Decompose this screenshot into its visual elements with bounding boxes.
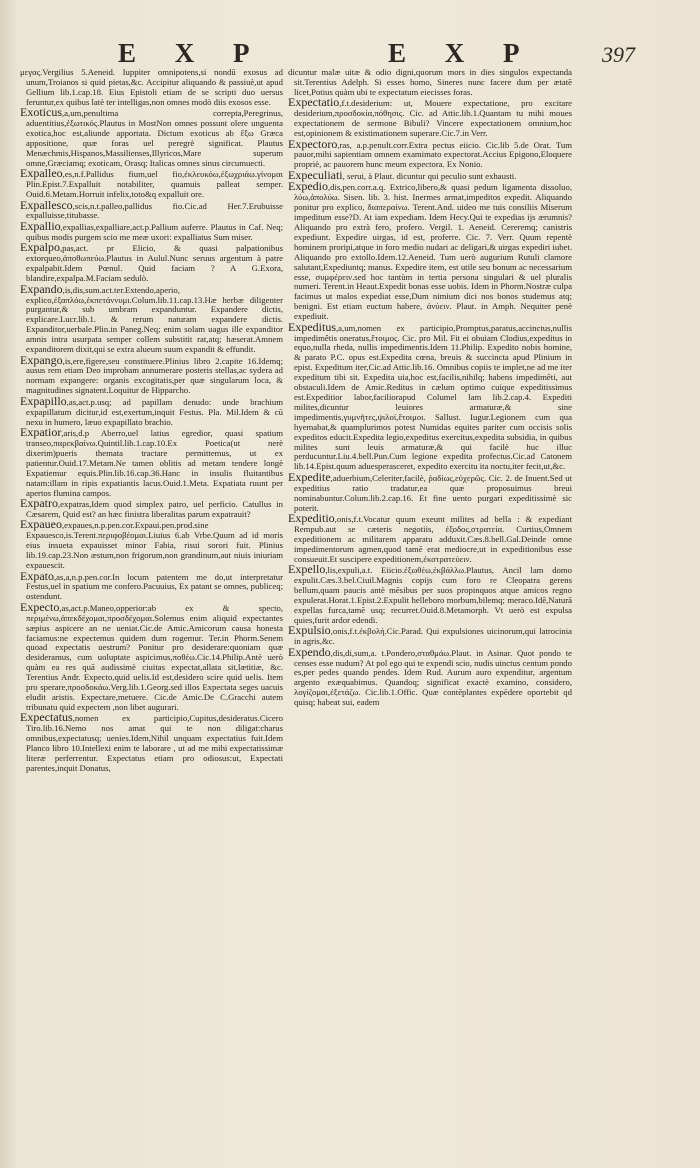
entry-headword: Expaueo (20, 517, 62, 532)
dictionary-entry (20, 281, 283, 355)
entry-text: ,is,ere,figere,seu constituere.Plinius libro 2.capite 16.Idemq; ausus rem etiam Deo improbam annumerare posteris stellas,ac sydera ad normam expangere: organis excogitatis,per quæ singularum loca, & magnitudines signatent.Loquitur de Hipparcho. (26, 355, 283, 396)
dictionary-entry (288, 469, 572, 514)
entry-text: ,aris,d.p Aberro,uel latius egredior, quasi spatium transeo,παρεκβαίνω.Quintil.lib.1.cap.10.Ex Poetica(ut nerè dixerim)pueris themata tractare permittemus, ut ex patientur.Ouid.17.Metam.Ne tamen oblitis ad metam tendere longè Expatiemur equis.Plin.lib.16.cap.36.Hanc in insulis fluitantibus natam:illam in ripis expatiantis lacus.Ouid.1.Meta. Expatiata ruunt per apertos flumina campos. (26, 428, 283, 498)
entry-text: dicuntur malæ uitæ & odio digni,quorum mors in dies singulos expectanda sit.Terentius Adelph. Si esses homo, Sineres nunc facere dum per ætatē licet,Potius quàm ubi te expectatum eiecisses foras. (288, 68, 572, 97)
running-head-right: E X P (388, 38, 536, 68)
left-column (20, 68, 283, 1118)
entry-text: ,expatras,Idem quod simplex patro, uel perficio. Catullus in Cæsarem, Quid est? an hæc finistra liberalitas parum expatrauit? (26, 499, 283, 519)
dictionary-entry (288, 562, 572, 625)
entry-headword: Expatro (20, 496, 58, 510)
dictionary-entry (288, 179, 572, 322)
entry-text: ,as,act.p.usq; ad papillam denudo: unde brachium expapillatum dicitur,id est,exertum,inquit Festus. Pla. Mil.Idem & cū nexu in humero, læuo expapillato brachio. (26, 396, 283, 427)
entry-text: ,onis,f.t.Vocatur quum exeunt milites ad bella : & expediant Rempub.aut se cæteris negotiis, ἐξοδος,στρατεία. Curtius,Omnem expeditionem ac militarem apparatu adduxit.Cæs.8.bell.Gal.Deinde omne impedimentorum agmen,quod tamē erat mediocre,ut in expeditionibus esse consueuit.Et suscipere expeditionem,ἐκστρατεύειν. (294, 514, 572, 564)
entry-headword: Expallio (20, 218, 61, 233)
right-column (288, 68, 572, 1118)
entry-text: ,nomen ex participio,Cupitus,desideratus.Cicero Tiro.lib.16.Nemo nos amat qui te non diligat:charus omnibus,expectatusq; uenies.Idem,Nihil unquam expectatius fuit.Idem Planco libro 10.Intellexi enim te laborare , ut ad me mihi expectatissimæ literæ perferrentur. Expectatus etiam pro odiosus:ut, Expectati parentes,inquit Donatus, (26, 713, 283, 773)
entry-text: ,f.t.desiderium: ut, Mouere expectatione, pro excitare desiderium,προσδοκία,πόθησις. Cic. ad Attic.lib.1.Quantam tu mihi moues expectationem de sermone Bibuli? Vincere expectationem omnium,hoc est,opinionem & existimationem superare.Cic.7.in Verr. (294, 98, 572, 139)
dictionary-entry (288, 319, 572, 473)
entry-headword: Expalpo (20, 240, 60, 255)
entry-headword: Expando (20, 281, 63, 296)
entry-headword: Expatior (20, 425, 62, 440)
dictionary-entry (20, 710, 283, 773)
entry-headword: Expectoro (288, 136, 338, 151)
dictionary-entry (288, 167, 572, 182)
entry-text: μεγας.Vergilius 5.Aeneid. Iuppiter omnipotens,si nondū exosus ad unum,Troianos si quid pietas,&c. Accipitur aliquando & passiuè,ut apud Gellium lib.1.cap.18. Eius Epistoli etiam de se scripti duo uersus feruntur,ex quibus latè ter intelligas,non omnes modò diis exosos esse. (20, 68, 283, 107)
entry-text: ,as,a,n.p.pen.cor.In locum patentem me do,ut interpretatur Festus,uel in spatium me confero.Pacuuius, Ex patant se omnes, publiceq; ostendunt. (26, 571, 283, 602)
entry-headword: Expeditus (288, 319, 336, 334)
running-head (0, 38, 700, 72)
dictionary-entry (288, 511, 572, 565)
dictionary-entry (20, 105, 283, 168)
entry-text: ,is,dis,sum.act.ter.Extendo,aperio, explico,ἐξαπλόω,ἐκπετάννυμι.Colum.lib.11.cap.13.Hæ herbæ diligenter purgantur,& sub umbram expanduntur. Expandere dictis, explicare.Lucr.lib.1. & rerum naturam expandere dictis. Expanditor,uerbale.Plin.in Paneg.Neq; enim solam uagus ille expanditor amnis intra usurpata semper collem substitit rat,atq; hæserat.Amnem expanditorem dixit,qui se extra alueum suum expandit & effundit. (26, 284, 283, 355)
entry-text: ,onis,f.t.ἐκβολή.Cic.Parad. Qui expulsiones uicinorum,qui latrocinia in agris,&c. (294, 626, 572, 647)
entry-text: ,aduerbium,Celeriter,facilè, ῥαδίως,εὐχερῶς. Cic. 2. de Inuent.Sed ut expeditius ratio tradatur,ea quæ proposuimus breui nominabuntur.Colum.lib.2.cap.16. Et fine uento purgari expeditissimè sic poterit. (294, 472, 572, 513)
dictionary-entry (288, 95, 572, 139)
entry-headword: Expalleo (20, 166, 63, 181)
entry-headword: Exoticus (20, 105, 62, 120)
entry-text: ,a,um,penultima correpta,Peregrinus, aduentitius,ἐξωτικός.Plautus in MostNon omnes possunt olere unguenta exotica,hoc est,aliunde apportata. Dictum exoticus ab ἔξω Græca appositione, quæ foras uel peregrè significat. Plautus Menæchmis,Hispanos,Massilienses,Illyricos,Mare superum omne,Græciamq; exoticam, Orasq; Italicas omnes sinus circumuecti. (26, 108, 283, 168)
entry-text: ,expallias,expalliare,act.p.Pallium auferre. Plautus in Caf. Neq; quibus modis purgem scio me meæ uxori: expalliatus Sum miser. (26, 221, 283, 242)
entry-headword: Expallesco (20, 197, 73, 212)
entry-headword: Expecto (20, 599, 60, 614)
entry-text: ,dis,pen.corr.a.q. Extrico,libero,& quasi pedum ligamenta dissoluo, λύω,ἀπολύω. Sisen. lib. 3. hist. Inermes armat,impeditos expedit. Aliquando ponitur pro explico, διαπεραίνω. Terent.And. uideo me tuis consiliis Miserum impeditum esse?D. At iam expediam. Idem Hecy.Qui te expedias ijs ærumnis? Aliquando pro extrà fero, profero. Vergil. 1. Aeneid. Cereremq; canistris expediunt. Expedire uirgas, id est, proferre. Cic. 7. Verr. Quum repentè hominem proripi,atque in foro medio nudari ac deligari,& uirgas expediri iubet. Aliquando pro extollo.Idem.12.Aeneid. Tum uerò augurium Rutuli clamore salutant,Expediuntq; manus. Expedire item, est utile seu bonum ac necessarium esse, συμφέρειν.sed hoc tantùm in tertia persona singulari & uel pluralis numeri. Terent.in Heaut.Expedit bonas esse uobis. Idem in Phorm.Nostræ culpa facimus ut malos expediat esse,Dum nimium dici nos bonos studemus atq; benigni. Est etiam euctum habere, ἀνύειν. Plaut. in Amph. Nequiter penè expediuit. (294, 182, 572, 322)
entry-text: ,as,act.p.Maneo,opperior:ab ex & specto, περιμένω,ἀπεκδέχομαι,προσδέχομαι.Solemus enim aliquid expectantes sæpius aspicere an ne ueniat.Cic.de Amic.Amicorum causa honesta faciamus:ne expectemus quidem dum rogemur. Ter.in Phorm.Senem quoad expectatis uestrum? Ponitur pro desiderare:quoniam quæ desideramus, cum uoluptate aspicimus,ποθέω.Cic.14.Philip.Antè uerò quàm ea res quā audissimè ciuitas expectat,allata sit,lætitiæ, &c. Terentius Andr. Expecto,quid uelis.Id est,desidero scire quid uelis. Item pro sperare,προσδοκάω.Verg.lib.1.Georg.sed illos Expectata seges uacuis eludit aristis. Expectare,metuere. Cic.de Amic.De C.Gracchi autem tribunatu quid expectem ,non libet augurari. (26, 602, 283, 712)
dictionary-entry (20, 352, 283, 397)
entry-text: , serui, à Plaut. dicuntur qui peculio sunt exhausti. (342, 170, 517, 181)
entry-headword: Expato (20, 568, 54, 583)
entry-headword: Expeculiati (288, 167, 343, 182)
entry-text: ,a,um,nomen ex participio,Promptus,paratus,accinctus,nullis impedimêtis oneratus,ἕτοιμος. Cic. pro Mil. Fit ei obuiam Clodius,expeditus in equo,nulla rheda, nullis impedimentis.Idem 11.Philip. Expedito nobis homine, & parato P.C. opus est.Expedita cœna, breuis & succincta apud Plinium in epist. Expeditum iter,Cic.ad Attic.lib.16. Omnibus copiis te implet,ne ad me iter expeditum tibi sit. Expedita uia,hoc est,facilis,nihilq; habens impedimēti, aut obstaculi.Idem de Amic.Reditus in cælum optimo cuique expeditissimus est.Expeditior labor,faciliorapud Columel lam lib.2.cap.4. Expediti milites,dicuntur leuiores armaturæ,& sine impedimentis,γυμνῆτες,ψιλοί,ἕτοιμοι. Sallust. Iugur.Legionem cum qua hyemabat,& quamplurimos potest Numidas equites pariter cum occisis solis expeditos educit.Expedita legio,expeditus exercitus,expedita subsidia, in quibus milites sunt leuis armaturæ,& qui facilè huc illuc perducuntur.Liu.4.bell.Pun.Cum legione expedita profectus.Cic.ad Catonem lib.14.Epist.quum aduesperasceret, expedito exercitu ita noctu,iter fecit,ut,&c. (294, 322, 572, 472)
entry-headword: Expectatio (288, 95, 340, 110)
page-number: 397 (602, 42, 635, 67)
entry-headword: Expeditio (288, 511, 335, 526)
entry-text: ,ras, a.p.penult.corr.Extra pectus eiicio. Cic.lib 5.de Orat. Tum pauor,mihi sapientiam omnem examimato expectorat.Accius Epigono,Eloquere propriè, ac pauorem hunc meum expectora. Ex Nonio. (294, 139, 572, 170)
entry-headword: Expango (20, 352, 63, 367)
entry-headword: Expello (288, 562, 326, 577)
entry-text: ,scis,n.t.palleo,pallidus fio.Cic.ad Her.7.Erubuisse expalluisse,titubasse. (26, 200, 283, 221)
entry-headword: Expectatus (20, 710, 73, 725)
dictionary-entry (20, 517, 283, 571)
dictionary-entry (288, 644, 572, 708)
entry-text: ,pas,act. pr Elicio, & quasi palpationibus extorqueo,ἀποθωπεύω.Plautus in Aulul.Nunc seruus argentum à patre expalpabit.Idem Pœnul. Quid faciam ? A G.Exora, blandire,expalpa.M.Faciam sedulò. (26, 243, 283, 284)
dictionary-entry (20, 393, 283, 428)
dictionary-entry (20, 599, 283, 713)
dictionary-entry (288, 136, 572, 171)
entry-text: ,expaues,n.p.pen.cor.Expaui.pen.prod.sine Expauesco,is.Terent.περιφοβέομαι.Liuius 6.ab Vrbe.Quum ad id moris eius insueta expauisset minor Fabia, risui sorori fuit. Plinius lib.19.cap.23.Non æstum,non frigorum,non grandinum,aut niuis iniuriam expauescit. (26, 520, 283, 571)
dictionary-entry (288, 68, 572, 98)
entry-headword: Expendo (288, 644, 331, 659)
entry-text: ,lis,expuli,a.t. Eiicio.ἐξωθέω,ἐκβάλλω.Plautus, Ancil lam domo expulit.Cæs.3.bel.Ciuil.Magnis copijs cum foro re Cleopatra gerens bellum,quam paucis antè mēsibus per suos propinquos atque amicos regno expulerat.Horat.1.Epist.2.Expulit helleboro morbum,bilemq; meraco.Idē,Naturā expellas furca,tamē usq; recurret.Ouid.8.Metamorph. Vt uerò est expulsa quies,furit ardor edendi. (294, 565, 572, 625)
entry-headword: Expulsio (288, 623, 331, 638)
dictionary-entry (20, 425, 283, 498)
entry-text: ,es,n.f.Pallidus fium,uel fio,ἐκλευκόω,ἐξωχριάω.γίνομαι Plin.Epist.7.Expalluit notabiliter, quamuis palleat semper. Ouid.6.Metam.Horruit infelix,toto&q expalluit ore. (26, 169, 283, 200)
dictionary-entry (20, 568, 283, 603)
dictionary-entry (20, 68, 283, 108)
dictionary-entry (20, 166, 283, 200)
dictionary-entry (20, 240, 283, 284)
entry-text: ,dis,di,sum,a. t.Pondero,σταθμάω.Plaut. in Asinar. Quot pondo te censes esse nudum? At pol ego qui te expendi scio, nudis uinctus centum pondo es,per pedes quando pendes. Idem Rud. Aurum auro expenditur, argentum argento exæquabimus. Quandoq; significat exactè examino, considero, λογίζομαι,ἐξετάζω. Cic.lib.1.Offic. Quæ contēplantes expēdere oportebit qd quisq; habeat sui, eadem (294, 647, 572, 708)
entry-headword: Expedite (288, 469, 331, 484)
running-head-left: E X P (118, 38, 266, 68)
entry-headword: Expedio (288, 179, 328, 194)
entry-headword: Expapillo (20, 393, 67, 408)
